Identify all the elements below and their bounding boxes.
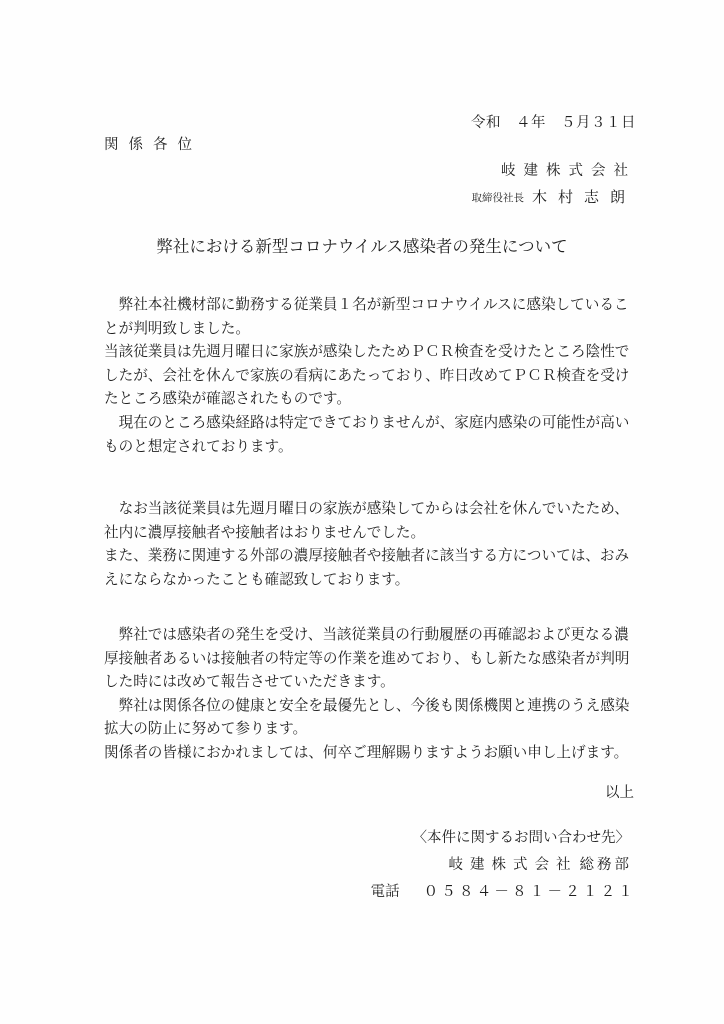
paragraph-line: 弊社は関係各位の健康と安全を最優先とし、今後も関係機関と連携のうえ感染 [104,696,630,714]
paragraph-3 [104,623,636,765]
paragraph-line: 弊社では感染者の発生を受け、当該従業員の行動履歴の再確認および更なる濃 [104,626,629,643]
document-title: 弊社における新型コロナウイルス感染者の発生について [156,237,568,256]
paragraph-line: 当該従業員は先週月曜日に家族が感染したためＰＣＲ検査を受けたところ陰性で [104,343,630,361]
issuer-company: 岐建株式会社 [501,163,636,179]
paragraph-line: また、業務に関連する外部の濃厚接触者や接触者に該当する方については、おみ [104,547,630,565]
contact-phone [371,882,636,902]
paragraph-line: えにならなかったことも確認致しております。 [104,570,410,588]
signer-name: 木村志朗 [531,188,636,206]
paragraph-line: 拡大の防止に努めて参ります。 [104,720,308,738]
contact-company: 岐建株式会社 [448,857,578,873]
closing-mark: 以上 [605,785,634,801]
issue-date: 令和 ４年 ５月３１日 [471,115,636,131]
paragraph-2 [104,497,636,591]
paragraph-line: 関係者の皆様におかれましては、何卒ご理解賜りますようお願い申し上げます。 [104,743,629,761]
paragraph-line: したが、会社を休んで家族の看病にあたっており、昨日改めてＰＣＲ検査を受け [104,366,630,384]
paragraph-line: 社内に濃厚接触者や接触者はおりませんでした。 [104,523,426,541]
recipients: 関係各位 [104,137,202,153]
signer [471,187,636,208]
contact-department [449,855,633,875]
paragraph-line: たところ感染が確認されたものです。 [104,390,351,408]
paragraph-1 [104,293,636,458]
paragraph-line: とが判明致しました。 [104,319,250,337]
paragraph-line: なお当該従業員は先週月曜日の家族が感染してからは会社を休んでいたため、 [104,500,629,517]
signer-role: 取締役社長 [471,192,524,204]
phone-number: ０５８４－８１－２１２１ [423,884,636,900]
paragraph-line: 厚接触者あるいは接触者の特定等の作業を進めており、もし新たな感染者が判明 [104,649,630,667]
paragraph-line: ものと想定されております。 [104,437,293,455]
paragraph-line: した時には改めて報告させていただきます。 [104,673,395,691]
contact-heading: 〈本件に関するお問い合わせ先〉 [412,830,630,846]
paragraph-line: 現在のところ感染経路は特定できておりませんが、家庭内感染の可能性が高い [104,413,630,431]
contact-department-name: 総務部 [579,857,632,873]
phone-label: 電話 [370,884,400,900]
paragraph-line: 弊社本社機材部に勤務する従業員１名が新型コロナウイルスに感染しているこ [104,296,629,313]
